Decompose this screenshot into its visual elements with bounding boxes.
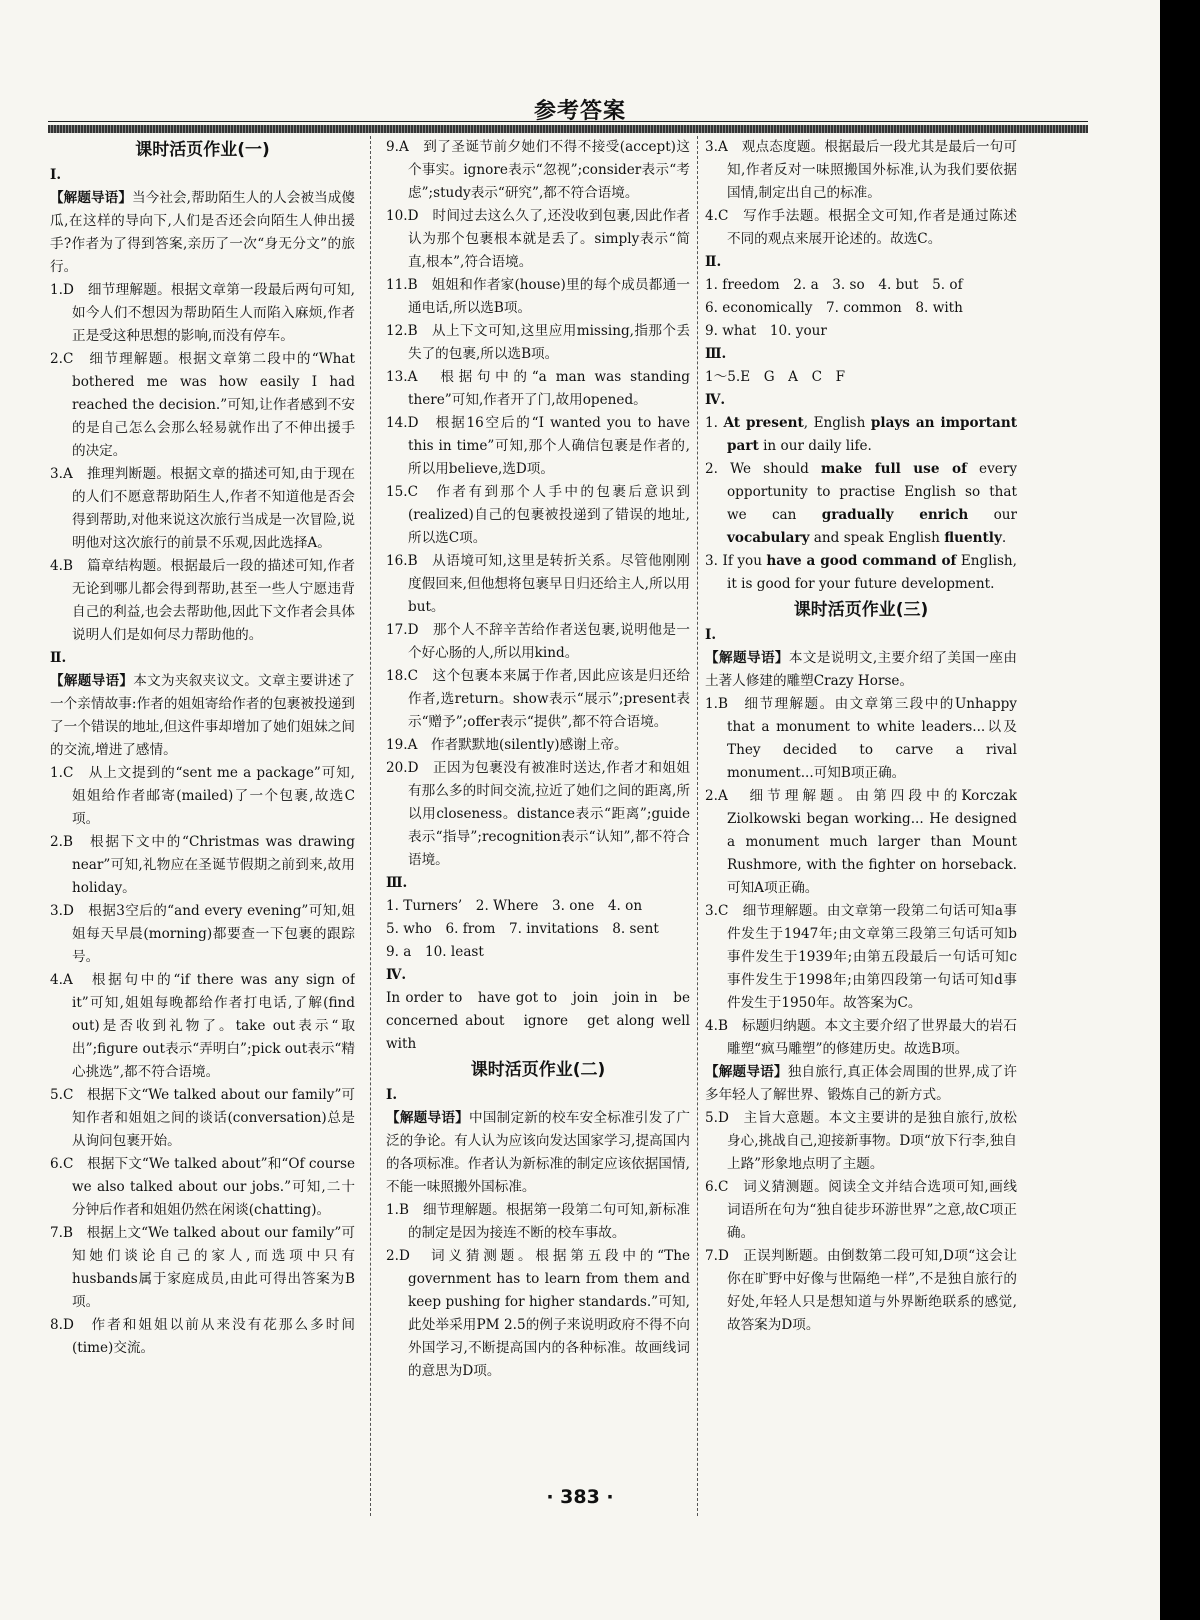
section-title: 课时活页作业(一)	[135, 140, 270, 160]
intro-text: 本文为夹叙夹议文。文章主要讲述了一个亲情故事:作者的姐姐寄给作者的包裹被投递到了一个错误的地址,但这件事却增加了她们姐妹之间的交流,增进了感情。	[50, 673, 355, 758]
answer-item: 8.D 作者和姐姐以前从来没有花那么多时间(time)交流。	[50, 1317, 355, 1356]
part-heading: Ⅲ.	[386, 875, 408, 891]
answer-line: 9. a 10. least	[386, 944, 484, 960]
translation-sentence	[705, 550, 1017, 596]
answer-line: In order to have got to join join in be concerned about ignore get along well with	[386, 990, 690, 1052]
answer-item: 3.D 根据3空后的“and every evening”可知,姐姐每天早晨(morning)都要查一下包裹的跟踪号。	[50, 903, 355, 965]
header-rule-thin	[48, 121, 1088, 122]
answer-item: 1.B 细节理解题。根据第一段第二句可知,新标准的制定是因为接连不断的校车事故。	[386, 1202, 690, 1241]
answer-item: 5.D 主旨大意题。本文主要讲的是独自旅行,放松身心,挑战自己,迎接新事物。D项“放下行李,独自上路”形象地点明了主题。	[705, 1110, 1017, 1172]
intro-label: 【解题导语】	[50, 190, 133, 206]
answer-item: 9.A 到了圣诞节前夕她们不得不接受(accept)这个事实。ignore表示“忽视”;consider表示“考虑”;study表示“研究”,都不符合语境。	[386, 139, 690, 201]
part-heading: Ⅰ.	[705, 627, 717, 643]
key-phrase: vocabulary	[727, 530, 810, 546]
key-phrase: gradually enrich	[821, 507, 969, 523]
answer-item: 6.C 根据下文“We talked about”和“Of course we also talked about our jobs.”可知,二十分钟后作者和姐姐仍然在闲谈(chatting)。	[50, 1156, 355, 1218]
page-header-title: 参考答案	[533, 99, 626, 124]
intro-text: 当今社会,帮助陌生人的人会被当成傻瓜,在这样的导向下,人们是否还会向陌生人伸出援手?作者为了得到答案,亲历了一次“身无分文”的旅行。	[50, 190, 355, 275]
column-middle	[386, 136, 690, 1516]
sentence-text: , English	[803, 415, 871, 431]
part-heading: Ⅱ.	[50, 650, 67, 666]
reading-intro	[705, 1061, 1017, 1107]
answer-item: 6.C 词义猜测题。阅读全文并结合选项可知,画线词语所在句为“独自徒步环游世界”之意,故C项正确。	[705, 1179, 1017, 1241]
answer-item: 14.D 根据16空后的“I wanted you to have this in time”可知,那个人确信包裹是作者的,所以用believe,选D项。	[386, 415, 690, 477]
answer-item: 4.A 根据句中的“if there was any sign of it”可知,姐姐每晚都给作者打电话,了解(find out)是否收到礼物了。take out表示“取出”;figure out表示“弄明白”;pick out表示“精心挑选”,都不符合语境。	[50, 972, 355, 1080]
sentence-text: every opportunity to practise English so that we can	[727, 461, 1017, 523]
header-rule-thick	[48, 125, 1088, 133]
answer-item: 2.B 根据下文中的“Christmas was drawing near”可知,礼物应在圣诞节假期之前到来,故用holiday。	[50, 834, 355, 896]
sentence-text: 3. If you	[705, 553, 767, 569]
intro-text: 中国制定新的校车安全标准引发了广泛的争论。有人认为应该向发达国家学习,提高国内的各项标准。作者认为新标准的制定应该依据国情,不能一味照搬外国标准。	[386, 1110, 690, 1195]
part-heading: Ⅰ.	[50, 167, 62, 183]
answer-item: 5.C 根据下文“We talked about our family”可知作者和姐姐之间的谈话(conversation)总是从询问包裹开始。	[50, 1087, 355, 1149]
answer-item: 20.D 正因为包裹没有被准时送达,作者才和姐姐有那么多的时间交流,拉近了她们之间的距离,所以用closeness。distance表示“距离”;guide表示“指导”;recognition表示“认知”,都不符合语境。	[386, 760, 690, 868]
part-heading: Ⅱ.	[705, 254, 722, 270]
part-heading: Ⅲ.	[705, 346, 727, 362]
answer-item: 17.D 那个人不辞辛苦给作者送包裹,说明他是一个好心肠的人,所以用kind。	[386, 622, 690, 661]
sentence-text: English, it is good for your future development.	[727, 553, 1017, 592]
intro-text: 独自旅行,真正体会周围的世界,成了许多年轻人了解世界、锻炼自己的新方式。	[705, 1064, 1017, 1103]
answer-line: 5. who 6. from 7. invitations 8. sent	[386, 921, 659, 937]
answer-line: 9. what 10. your	[705, 323, 827, 339]
section-title: 课时活页作业(二)	[470, 1060, 606, 1080]
sentence-text: 2. We should	[705, 461, 821, 477]
answer-item: 3.C 细节理解题。由文章第一段第二句话可知a事件发生于1947年;由文章第三段第三句话可知b事件发生于1939年;由第五段最后一句话可知c事件发生于1998年;由第四段第一句话可知d事件发生于1950年。故答案为C。	[705, 903, 1017, 1011]
key-phrase: have a good command of	[766, 553, 957, 569]
answer-item: 15.C 作者有到那个人手中的包裹后意识到(realized)自己的包裹被投递到了错误的地址,所以选C项。	[386, 484, 690, 546]
answer-item: 3.A 推理判断题。根据文章的描述可知,由于现在的人们不愿意帮助陌生人,作者不知道他是否会得到帮助,对他来说这次旅行当成是一次冒险,说明他对这次旅行的前景不乐观,因此选择A。	[50, 466, 355, 551]
answer-item: 1.C 从上文提到的“sent me a package”可知,姐姐给作者邮寄(mailed)了一个包裹,故选C项。	[50, 765, 355, 827]
translation-sentence	[705, 412, 1017, 458]
reading-intro	[50, 187, 355, 279]
answer-line: 6. economically 7. common 8. with	[705, 300, 963, 316]
column-right	[705, 136, 1017, 1516]
answer-line: 1～5.E G A C F	[705, 369, 846, 385]
answer-item: 1.D 细节理解题。根据文章第一段最后两句可知,如今人们不想因为帮助陌生人而陷入麻烦,作者正是受这种思想的影响,而没有停车。	[50, 282, 355, 344]
section-title: 课时活页作业(三)	[793, 600, 929, 620]
column-left	[50, 136, 355, 1516]
answer-item: 1.B 细节理解题。由文章第三段中的Unhappy that a monument to white leaders...以及They decided to carve a rival monument...可知B项正确。	[705, 696, 1017, 781]
intro-label: 【解题导语】	[705, 650, 789, 666]
answer-item: 12.B 从上下文可知,这里应用missing,指那个丢失了的包裹,所以选B项。	[386, 323, 690, 362]
reading-intro	[386, 1107, 690, 1199]
part-heading: Ⅰ.	[386, 1087, 398, 1103]
part-heading: Ⅳ.	[705, 392, 726, 408]
answer-item: 11.B 姐姐和作者家(house)里的每个成员都通一通电话,所以选B项。	[386, 277, 690, 316]
answer-item: 18.C 这个包裹本来属于作者,因此应该是归还给作者,选return。show表示“展示”;present表示“赠予”;offer表示“提供”,都不符合语境。	[386, 668, 690, 730]
key-phrase: make full use of	[820, 461, 967, 477]
answer-item: 2.C 细节理解题。根据文章第二段中的“What bothered me was how easily I had reached the decision.”可知,让作者感到不安的是自己怎么会那么轻易就作出了不伸出援手的决定。	[50, 351, 355, 459]
answer-line: 1. freedom 2. a 3. so 4. but 5. of	[705, 277, 963, 293]
sentence-text: our	[968, 507, 1017, 523]
intro-label: 【解题导语】	[386, 1110, 469, 1126]
intro-label: 【解题导语】	[705, 1064, 788, 1080]
sentence-text: .	[1001, 530, 1007, 546]
key-phrase: fluently	[944, 530, 1002, 546]
column-divider	[697, 136, 698, 1516]
column-divider	[370, 136, 371, 1516]
sentence-text: and speak English	[809, 530, 945, 546]
page-number: · 383 ·	[546, 1486, 614, 1508]
answer-item: 3.A 观点态度题。根据最后一段尤其是最后一句可知,作者反对一味照搬国外标准,认为我们要依据国情,制定出自己的标准。	[705, 139, 1017, 201]
reading-intro	[50, 670, 355, 762]
key-phrase: plays an important part	[727, 415, 1017, 454]
reading-intro	[705, 647, 1017, 693]
translation-sentence	[705, 458, 1017, 550]
answer-item: 4.B 篇章结构题。根据最后一段的描述可知,作者无论到哪儿都会得到帮助,甚至一些人宁愿违背自己的利益,也会去帮助他,因此下文作者会具体说明人们是如何尽力帮助他的。	[50, 558, 355, 643]
answer-item: 19.A 作者默默地(silently)感谢上帝。	[386, 737, 628, 753]
answer-item: 4.B 标题归纳题。本文主要介绍了世界最大的岩石雕塑“疯马雕塑”的修建历史。故选B项。	[705, 1018, 1017, 1057]
answer-item: 4.C 写作手法题。根据全文可知,作者是通过陈述不同的观点来展开论述的。故选C。	[705, 208, 1017, 247]
sentence-text: 1.	[705, 415, 724, 431]
sentence-text: in our daily life.	[758, 438, 872, 454]
intro-label: 【解题导语】	[50, 673, 134, 689]
answer-line: 1. Turners’ 2. Where 3. one 4. on	[386, 898, 643, 914]
answer-item: 7.B 根据上文“We talked about our family”可知她们谈论自己的家人,而选项中只有husbands属于家庭成员,由此可得出答案为B项。	[50, 1225, 355, 1310]
answer-item: 13.A 根据句中的“a man was standing there”可知,作者开了门,故用opened。	[386, 369, 690, 408]
intro-text: 本文是说明文,主要介绍了美国一座由土著人修建的雕塑Crazy Horse。	[705, 650, 1017, 689]
key-phrase: At present	[723, 415, 804, 431]
answer-item: 10.D 时间过去这么久了,还没收到包裹,因此作者认为那个包裹根本就是丢了。simply表示“简直,根本”,符合语境。	[386, 208, 690, 270]
part-heading: Ⅳ.	[386, 967, 407, 983]
answer-item: 2.A 细节理解题。由第四段中的Korczak Ziolkowski began working... He designed a monument much larger than Mount Rushmore, with the fighter on horseback.可知A项正确。	[705, 788, 1017, 896]
answer-item: 16.B 从语境可知,这里是转折关系。尽管他刚刚度假回来,但他想将包裹早日归还给主人,所以用but。	[386, 553, 690, 615]
answer-item: 2.D 词义猜测题。根据第五段中的“The government has to learn from them and keep pushing for higher standards.”可知,此处举采用PM 2.5的例子来说明政府不得不向外国学习,不断提高国内的各种标准。故画线词的意思为D项。	[386, 1248, 690, 1379]
answer-item: 7.D 正误判断题。由倒数第二段可知,D项“这会让你在旷野中好像与世隔绝一样”,不是独自旅行的好处,年轻人只是想知道与外界断绝联系的感觉,故答案为D项。	[705, 1248, 1017, 1333]
